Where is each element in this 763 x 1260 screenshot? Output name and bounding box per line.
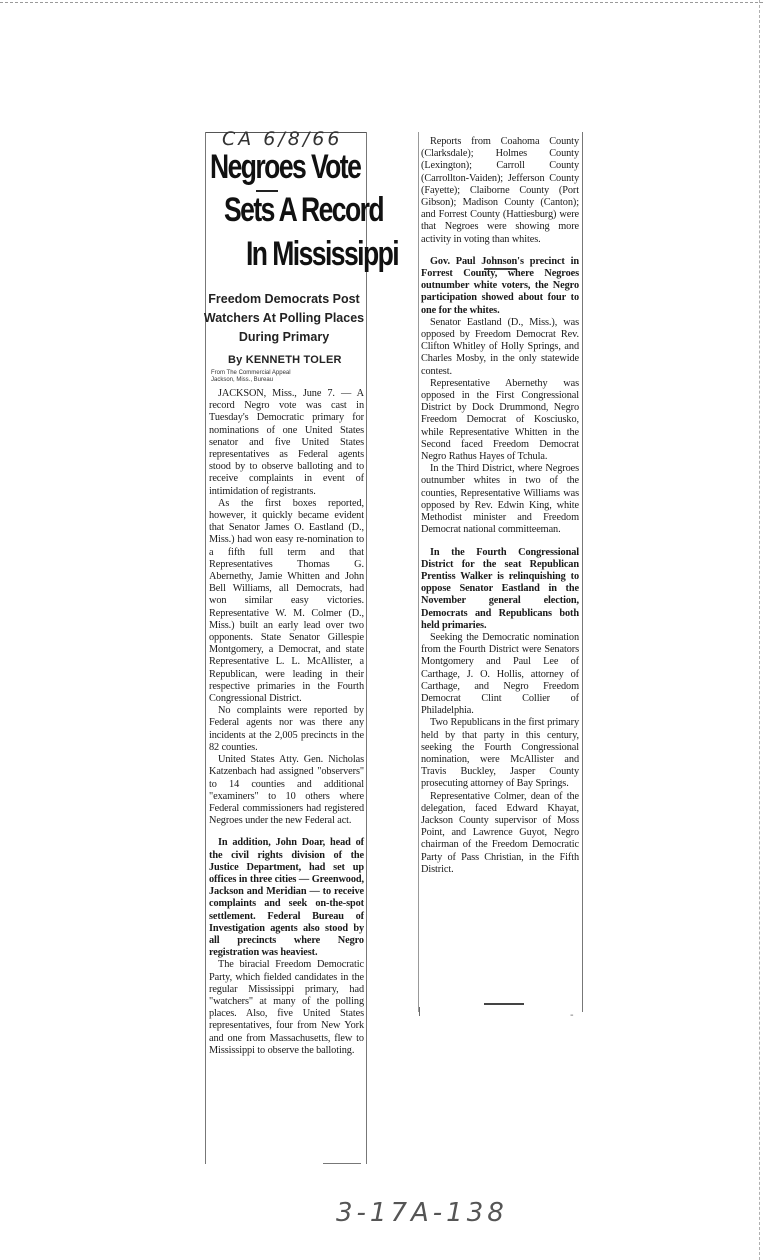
column1-left-rule	[205, 132, 206, 1164]
column1-right-rule	[366, 132, 367, 1164]
column2-paragraph: In the Third District, where Negroes outnumber whites in two of the counties, Representative Williams was opposed by Rev. Edwin King, white Methodist minister and Freedom Democrat national committeeman.	[421, 463, 579, 536]
byline: By KENNETH TOLER	[228, 354, 342, 366]
source-line-2: Jackson, Miss., Bureau	[211, 377, 274, 383]
column2-paragraph: Representative Abernethy was opposed in the First Congressional District by Dock Drummond, Negro Freedom Democrat of Kosciusko, while Representative Whitten in the Second faced Freedom Democrat Negro Rathus Hayes of Tchula.	[421, 377, 579, 463]
column2-paragraph: In the Fourth Congressional District for the seat Republican Prentiss Walker is relinquishing to oppose Senator Eastland in the November general election, Democrats and Republicans both held primaries.	[421, 546, 579, 631]
handwritten-date-note: CA 6/8/66	[222, 128, 343, 150]
article-column-1	[209, 388, 364, 1168]
paragraph-gap	[421, 537, 579, 547]
scan-mark: -	[570, 1010, 574, 1021]
column1-paragraph: United States Atty. Gen. Nicholas Katzenbach had assigned "observers" to 14 counties and additional "examiners" to 10 others where Federal commissioners had registered Negroes under the new Federal act.	[209, 754, 364, 827]
column2-right-rule	[582, 132, 583, 1012]
source-line-1: From The Commercial Appeal	[211, 370, 291, 376]
scan-mark: ǀ	[418, 1006, 421, 1017]
column1-paragraph: The biracial Freedom Democratic Party, which fielded candidates in the regular Mississippi primary, had "watchers" at many of the polling places. Also, five United States representatives, four from New York and one from Massachusetts, flew to Mississippi to observe the balloting.	[209, 959, 364, 1056]
deck-line-1: Freedom Democrats Post	[208, 292, 360, 306]
paragraph-gap	[209, 827, 364, 837]
source-credit	[211, 370, 291, 384]
column2-paragraph: Seeking the Democratic nomination from the Fourth District were Senators Montgomery and Paul Lee of Carthage, J. O. Hollis, attorney of Carthage, and Negro Freedom Democrat Clint Collier of Philadelphia.	[421, 631, 579, 717]
file-number-handwritten: 3-17A-138	[336, 1198, 508, 1228]
column2-paragraph: Reports from Coahoma County (Clarksdale); Holmes County (Lexington); Carroll County (Carrollton-Vaiden); Jefferson County (Fayette); Claiborne County (Port Gibson); Madison County (Canton); and Forrest County (Hattiesburg) were that Negroes were showing more activity in voting than whites.	[421, 136, 579, 245]
deck-line-2: Watchers At Polling Places	[203, 311, 365, 325]
column2-paragraph: Senator Eastland (D., Miss.), was opposed by Freedom Democrat Rev. Clifton Whitley of Holly Springs, and Charles Mosby, in the only statewide contest.	[421, 316, 579, 377]
column2-paragraph: Two Republicans in the first primary held by that party in this century, seeking the Fourth Congressional nomination, were McAllister and Travis Buckley, Jasper County prosecuting attorney of Bay Springs.	[421, 717, 579, 790]
column1-paragraph: In addition, John Doar, head of the civil rights division of the Justice Department, had set up offices in three cities — Greenwood, Jackson and Meridian — to receive complaints and seek on-the-spot settlement. Federal Bureau of Investigation agents also stood by all precincts where Negro registration was heaviest.	[209, 837, 364, 959]
column2-paragraph: Gov. Paul Johnson's precinct in Forrest County, where Negroes outnumber white voters, the Negro participation showed about four to one for the whites.	[421, 255, 579, 316]
column1-paragraph: As the first boxes reported, however, it quickly became evident that Senator James O. Eastland (D., Miss.) had won easy re-nomination to a fifth full term and that Representatives Thomas G. Abernethy, Jamie Whitten and John Bell Williams, all Democrats, had won similar easy victories. Representative W. M. Colmer (D., Miss.) built an early lead over two opponents. State Senator Gillespie Montgomery, a Democrat, and state Representative L. L. McAllister, a Republican, were leading in their respective primaries in the Fourth Congressional District.	[209, 497, 364, 705]
section-dash-gap	[421, 246, 579, 256]
section-separator-dash	[484, 268, 516, 270]
top-perforation	[0, 2, 763, 3]
headline-line-3: In Mississippi	[246, 235, 399, 273]
headline-line-2: Sets A Record	[224, 191, 384, 229]
right-perforation	[759, 0, 760, 1260]
column2-left-rule	[418, 132, 419, 1012]
end-of-article-dash	[484, 1003, 524, 1005]
deck-line-3: During Primary	[238, 330, 330, 344]
column2-paragraph: Representative Colmer, dean of the delegation, faced Edward Khayat, Jackson County supervisor of Moss Point, and Lawrence Guyot, Negro chairman of the Freedom Democratic Party of Pass Christian, in the Fifth District.	[421, 790, 579, 875]
column1-end-rule	[323, 1163, 361, 1164]
headline-line-1: Negroes Vote	[210, 148, 361, 186]
column1-paragraph: JACKSON, Miss., June 7. — A record Negro vote was cast in Tuesday's Democratic primary for nominations of one United States senator and five United States representatives as Federal agents stood by to observe balloting and to receive complaints in event of intimidation of registrants.	[209, 388, 364, 497]
column1-paragraph: No complaints were reported by Federal agents nor was there any incidents at the 2,005 precincts in the 82 counties.	[209, 705, 364, 753]
